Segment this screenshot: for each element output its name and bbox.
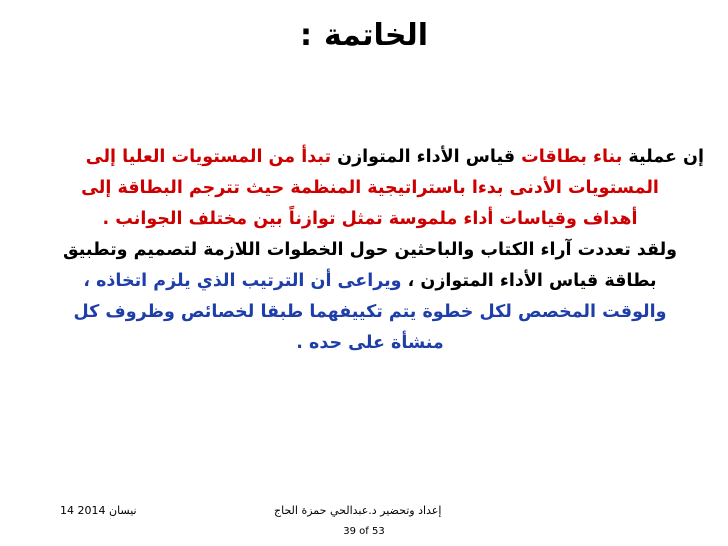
body-line-6: والوقت المخصص لكل خطوة يتم تكييفهما طبقا لخصائص وظروف كل bbox=[73, 302, 667, 322]
body-line-2: المستويات الأدنى بدءا باستراتيجية المنظمة حيث تترجم البطاقة إلى bbox=[81, 178, 659, 198]
page-number: 39 of 53 bbox=[343, 526, 385, 537]
body-line-1-part-c: قياس الأداء المتوازن bbox=[331, 147, 522, 167]
footer-author: إعداد وتحضير د.عبدالحي حمزة الحاج bbox=[274, 504, 442, 517]
body-line-5 bbox=[36, 266, 704, 297]
body-line-1-part-a: إن عملية bbox=[622, 147, 704, 167]
body-line-1-part-d: تبدأ من المستويات العليا إلى bbox=[85, 147, 332, 167]
slide-body bbox=[36, 142, 704, 359]
slide-title bbox=[0, 18, 728, 53]
title-text: الخاتمة bbox=[323, 18, 428, 53]
body-line-4: ولقد تعددت آراء الكتاب والباحثين حول الخطوات اللازمة لتصميم وتطبيق bbox=[62, 240, 678, 260]
body-line-7: منشأة على حده . bbox=[296, 333, 444, 353]
body-line-5-part-a: بطاقة قياس الأداء المتوازن ، bbox=[401, 271, 657, 291]
footer-date: نيسان 2014 14 bbox=[60, 504, 137, 517]
title-colon: : bbox=[299, 18, 312, 53]
body-line-1-part-b: بناء بطاقات bbox=[521, 147, 623, 167]
body-line-3: أهداف وقياسات أداء ملموسة تمثل توازناً بين مختلف الجوانب . bbox=[102, 209, 638, 229]
body-line-5-part-b: ويراعى أن الترتيب الذي يلزم اتخاذه ، bbox=[83, 271, 402, 291]
body-line-1 bbox=[36, 142, 704, 173]
